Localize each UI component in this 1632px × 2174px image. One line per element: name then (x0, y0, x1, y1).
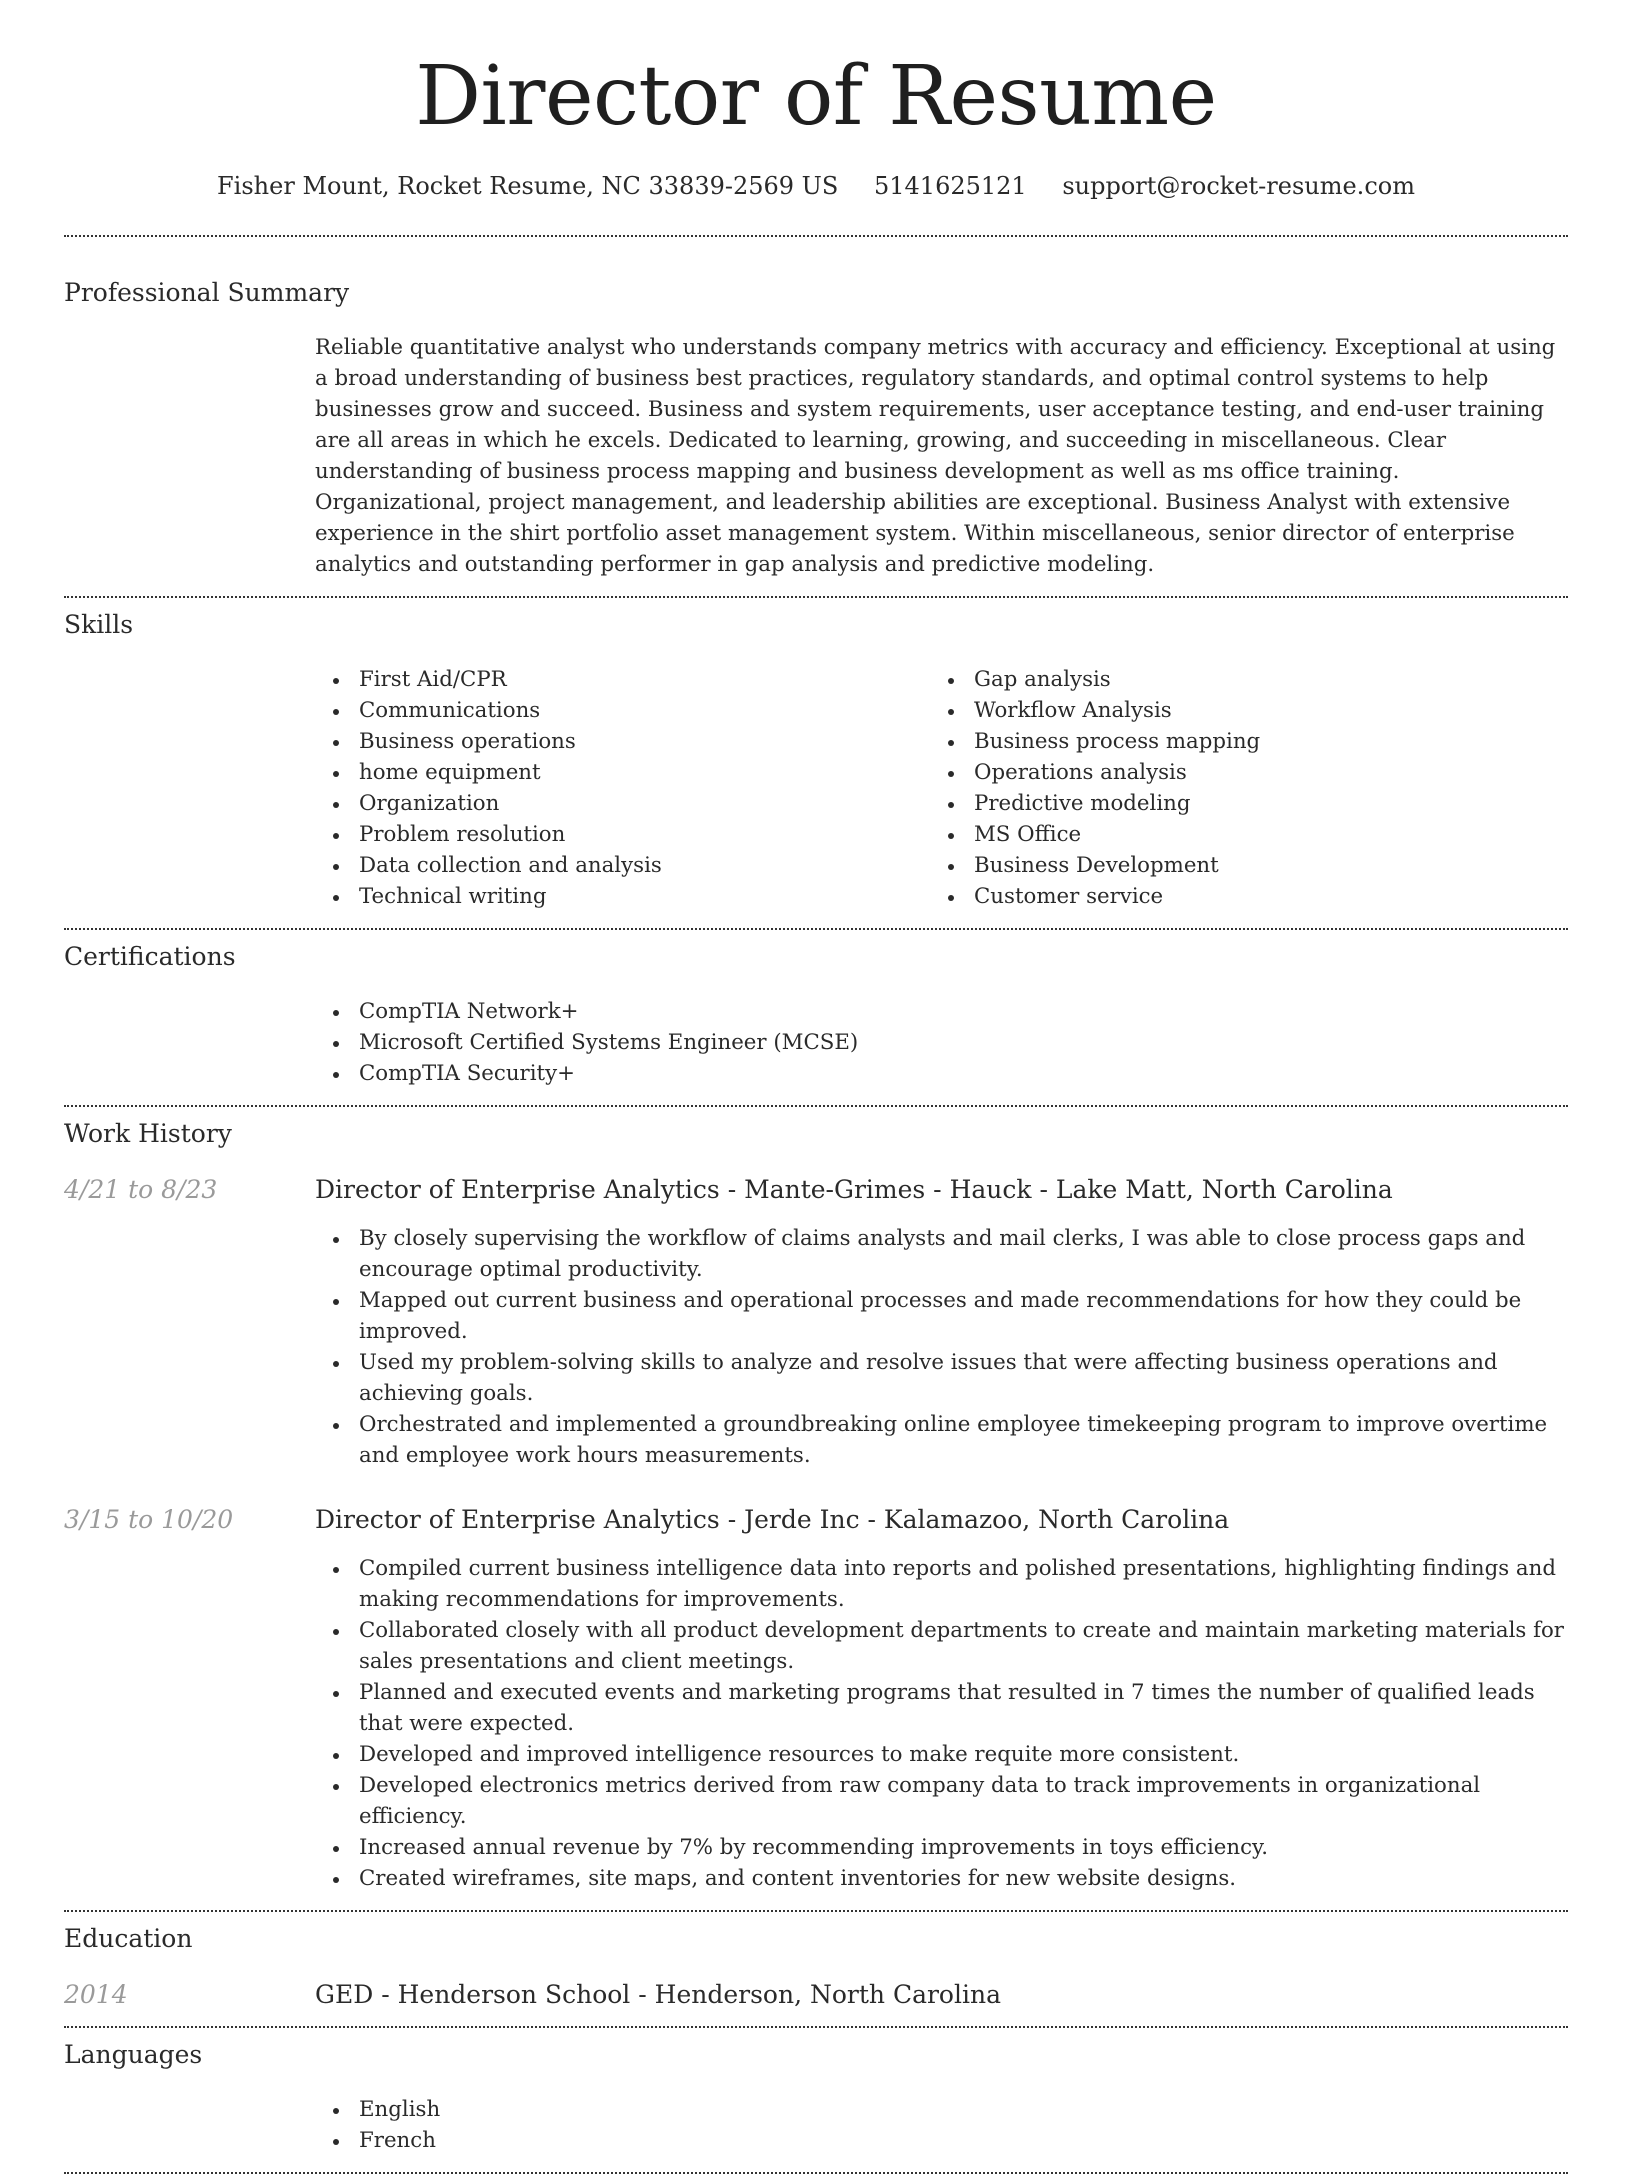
skill-item: Operations analysis (930, 757, 1545, 788)
education-year: 2014 (64, 1979, 128, 2009)
skill-item: Communications (315, 695, 930, 726)
education-degree: GED - Henderson School - Henderson, North Carolina (315, 1979, 1001, 2009)
certifications-heading: Certifications (64, 941, 236, 971)
skills-grid (315, 664, 1568, 912)
contact-email: support@rocket-resume.com (1062, 172, 1415, 201)
contact-address: Fisher Mount, Rocket Resume, NC 33839-2569 US (217, 172, 839, 201)
skill-item: Data collection and analysis (315, 850, 930, 881)
skills-section (64, 598, 1568, 928)
skills-list-left (315, 664, 930, 912)
resume-name: Director of Resume (415, 49, 1217, 144)
job-bullet: Created wireframes, site maps, and content inventories for new website designs. (315, 1863, 1568, 1894)
skill-item: Business Development (930, 850, 1545, 881)
skill-item: Business operations (315, 726, 930, 757)
job-bullet: Orchestrated and implemented a groundbreaking online employee timekeeping program to improve overtime and employee work hours measurements. (315, 1409, 1568, 1471)
skill-item: Business process mapping (930, 726, 1545, 757)
certifications-section (64, 930, 1568, 1105)
job-bullet: Mapped out current business and operational processes and made recommendations for how they could be improved. (315, 1285, 1568, 1347)
skills-heading: Skills (64, 609, 134, 639)
skill-item: Customer service (930, 881, 1545, 912)
education-section (64, 1912, 1568, 2026)
job-bullet: Developed and improved intelligence resources to make requite more consistent. (315, 1739, 1568, 1770)
certifications-list (315, 996, 1568, 1089)
summary-heading: Professional Summary (64, 277, 350, 307)
contact-phone: 5141625121 (874, 172, 1027, 201)
job-title: Director of Enterprise Analytics - Jerde Inc - Kalamazoo, North Carolina (315, 1504, 1230, 1534)
job-entry (64, 1175, 1568, 1471)
job-bullets (315, 1223, 1568, 1471)
skill-item: Predictive modeling (930, 788, 1545, 819)
job-dates: 4/21 to 8/23 (64, 1174, 218, 1204)
skill-item: Gap analysis (930, 664, 1545, 695)
education-heading: Education (64, 1923, 193, 1953)
job-bullets (315, 1553, 1568, 1894)
languages-list (315, 2094, 1568, 2156)
job-title: Director of Enterprise Analytics - Mante-Grimes - Hauck - Lake Matt, North Carolina (315, 1174, 1393, 1204)
skill-item: Technical writing (315, 881, 930, 912)
skill-item: Workflow Analysis (930, 695, 1545, 726)
job-bullet: Compiled current business intelligence data into reports and polished presentations, highlighting findings and making recommendations for improvements. (315, 1553, 1568, 1615)
skill-item: home equipment (315, 757, 930, 788)
job-dates: 3/15 to 10/20 (64, 1504, 234, 1534)
summary-section (64, 237, 1568, 596)
job-bullet: By closely supervising the workflow of claims analysts and mail clerks, I was able to close process gaps and encourage optimal productivity. (315, 1223, 1568, 1285)
contact-line (64, 172, 1568, 201)
skill-item: Problem resolution (315, 819, 930, 850)
job-entry (64, 1505, 1568, 1894)
languages-section (64, 2028, 1568, 2172)
language-item: English (315, 2094, 1568, 2125)
resume-page (64, 0, 1568, 2174)
job-bullet: Increased annual revenue by 7% by recommending improvements in toys efficiency. (315, 1832, 1568, 1863)
certification-item: CompTIA Network+ (315, 996, 1568, 1027)
summary-text: Reliable quantitative analyst who understands company metrics with accuracy and efficiency. Exceptional at using a broad understanding of business best practices, regulatory standards, and optimal control systems to help businesses grow and succeed. Business and system requirements, user acceptance testing, and end-user training are all areas in which he excels. Dedicated to learning, growing, and succeeding in miscellaneous. Clear understanding of business process mapping and business development as well as ms office training. Organizational, project management, and leadership abilities are exceptional. Business Analyst with extensive experience in the shirt portfolio asset management system. Within miscellaneous, senior director of enterprise analytics and outstanding performer in gap analysis and predictive modeling. (315, 334, 1556, 577)
work-heading: Work History (64, 1118, 232, 1148)
skill-item: First Aid/CPR (315, 664, 930, 695)
skills-list-right (930, 664, 1545, 912)
job-bullet: Collaborated closely with all product development departments to create and maintain marketing materials for sales presentations and client meetings. (315, 1615, 1568, 1677)
job-bullet: Developed electronics metrics derived from raw company data to track improvements in organizational efficiency. (315, 1770, 1568, 1832)
job-bullet: Used my problem-solving skills to analyze and resolve issues that were affecting business operations and achieving goals. (315, 1347, 1568, 1409)
language-item: French (315, 2125, 1568, 2156)
languages-heading: Languages (64, 2039, 203, 2069)
work-section (64, 1107, 1568, 1910)
certification-item: CompTIA Security+ (315, 1058, 1568, 1089)
skill-item: MS Office (930, 819, 1545, 850)
skill-item: Organization (315, 788, 930, 819)
certification-item: Microsoft Certified Systems Engineer (MCSE) (315, 1027, 1568, 1058)
education-entry (64, 1980, 1568, 2010)
job-bullet: Planned and executed events and marketing programs that resulted in 7 times the number of qualified leads that were expected. (315, 1677, 1568, 1739)
